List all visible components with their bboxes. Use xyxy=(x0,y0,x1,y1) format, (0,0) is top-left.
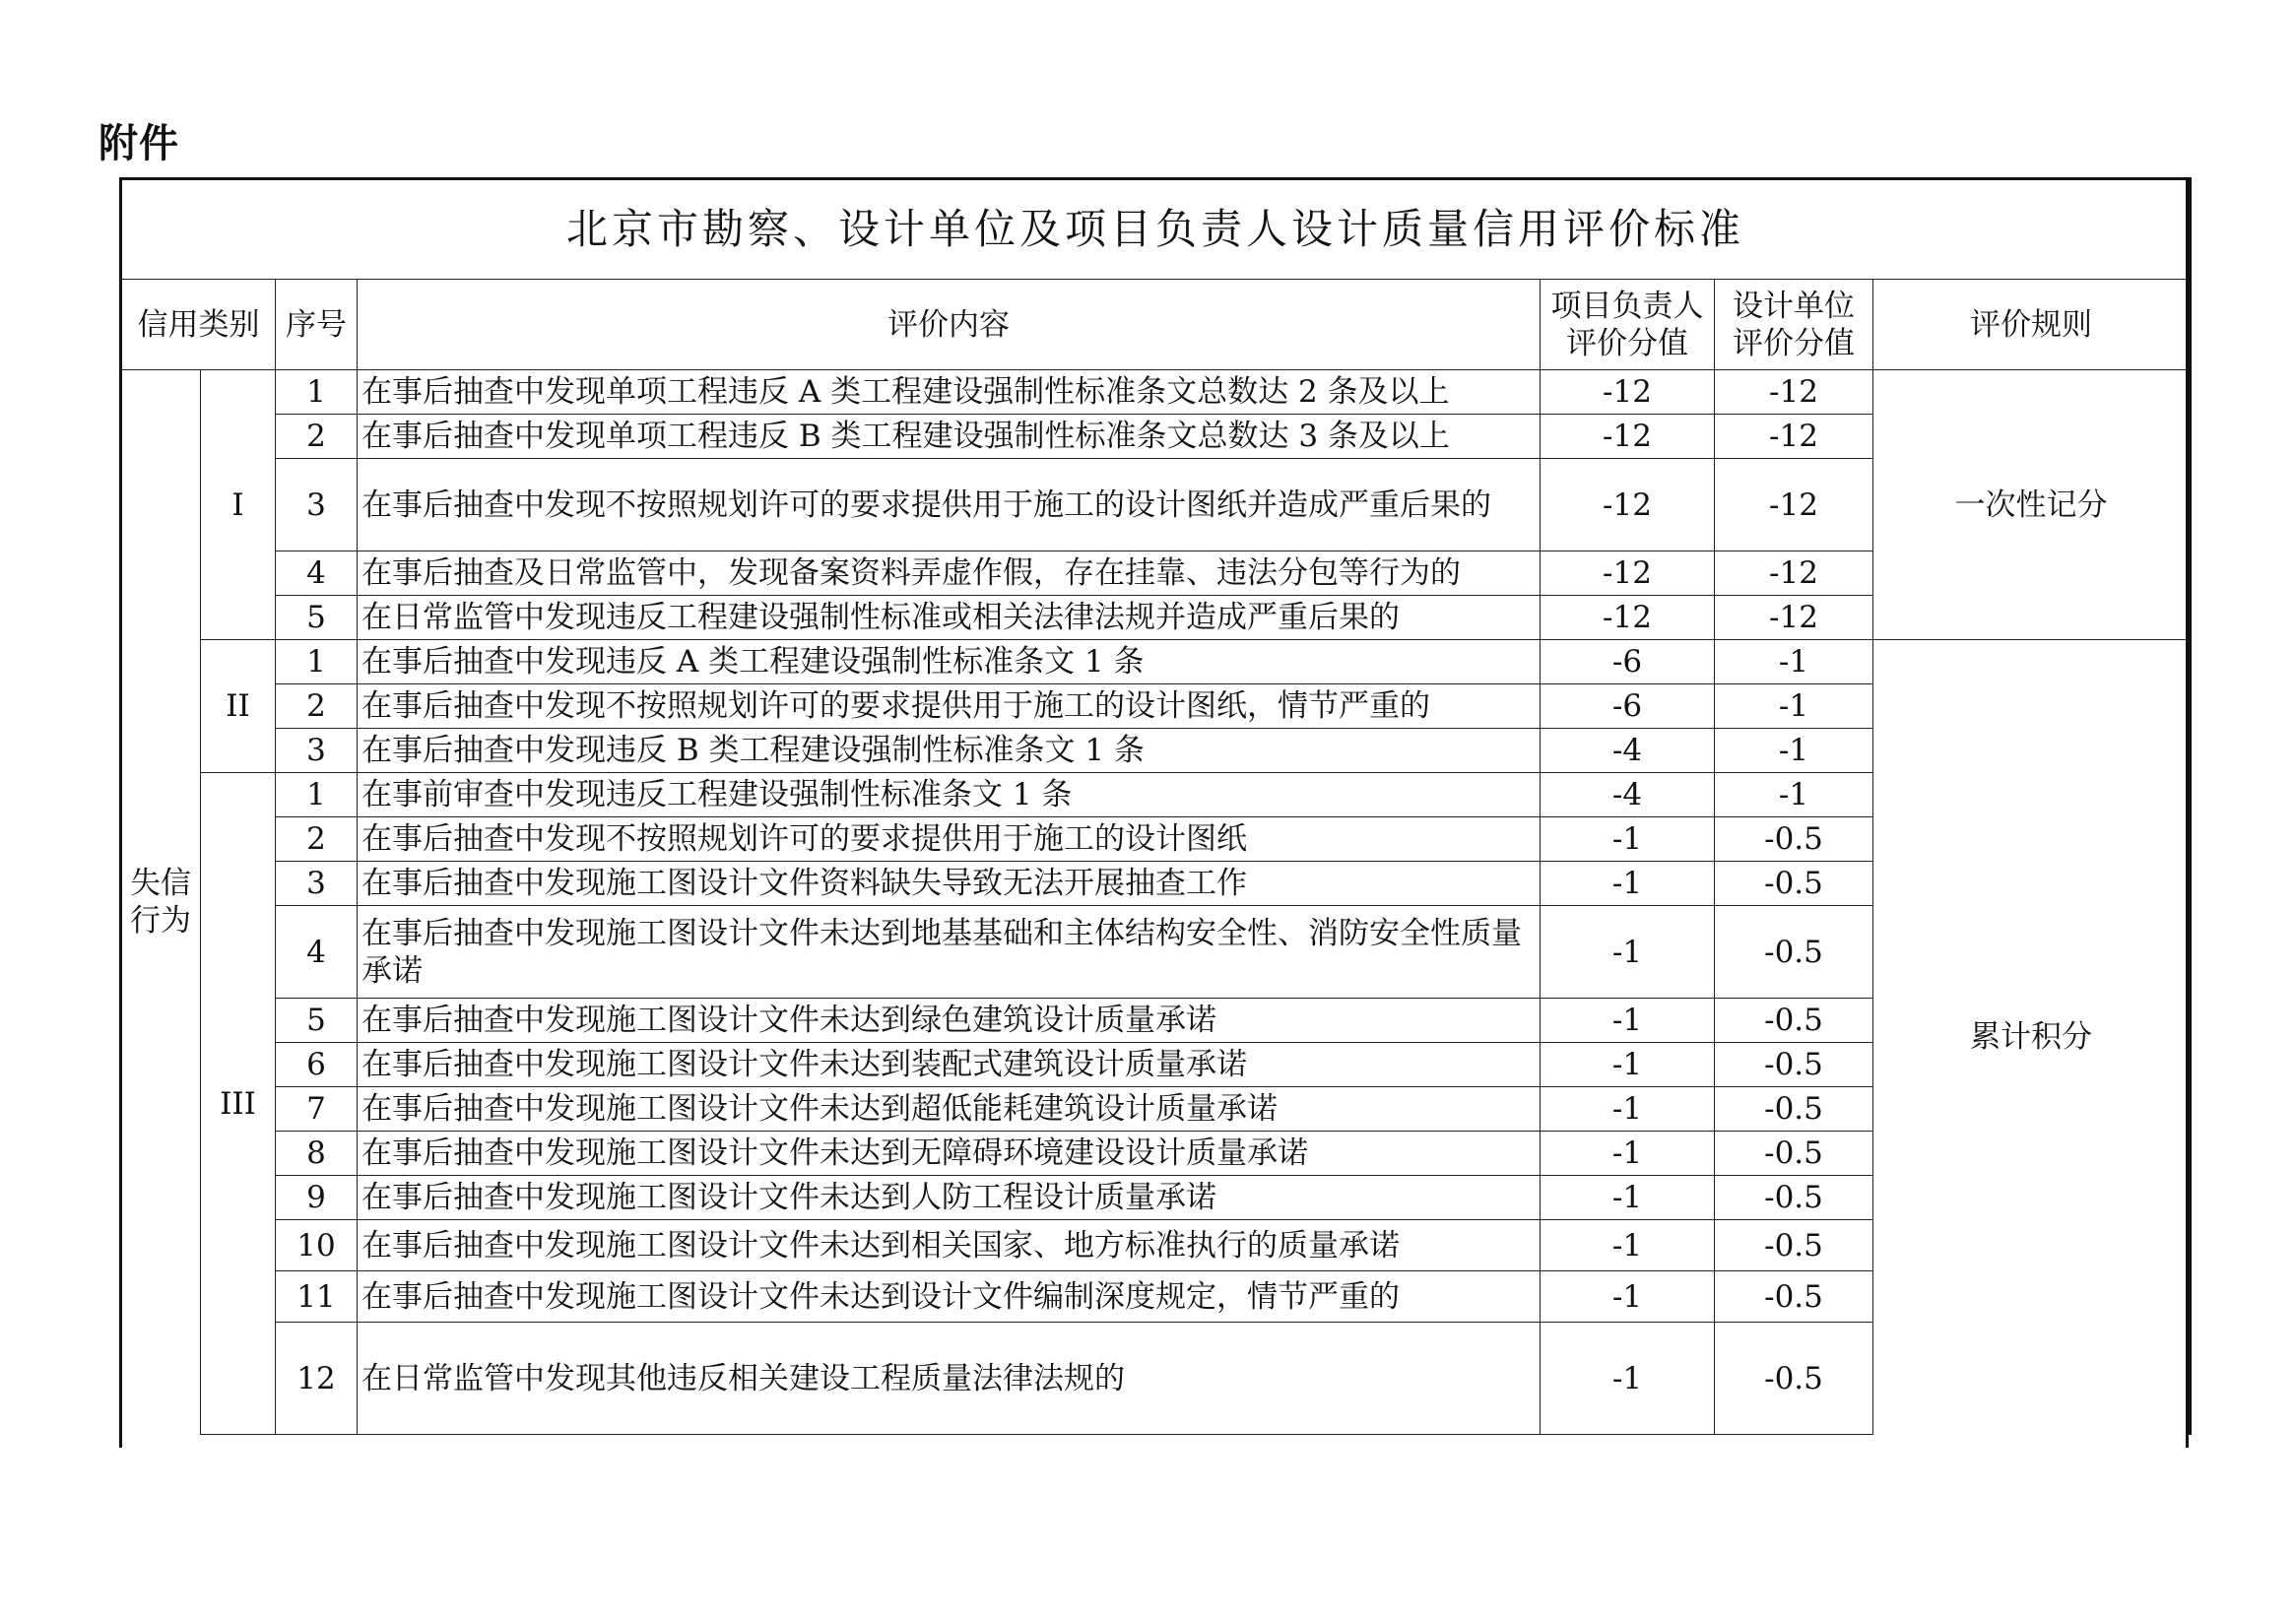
leader-score-cell: -1 xyxy=(1541,906,1715,999)
seq-cell: 11 xyxy=(276,1271,358,1323)
leader-score-cell: -1 xyxy=(1541,1271,1715,1323)
header-leader-score xyxy=(1541,280,1715,370)
unit-score-cell: -0.5 xyxy=(1715,1087,1873,1132)
seq-cell: 6 xyxy=(276,1043,358,1087)
content-cell: 在事后抽查及日常监管中，发现备案资料弄虚作假，存在挂靠、违法分包等行为的 xyxy=(358,551,1541,596)
level-III-cell: III xyxy=(201,773,276,1435)
header-unit-score-line2: 评价分值 xyxy=(1733,325,1855,361)
leader-score-cell: -12 xyxy=(1541,415,1715,459)
table-row xyxy=(121,370,2191,415)
unit-score-cell: -0.5 xyxy=(1715,1323,1873,1435)
unit-score-cell: -1 xyxy=(1715,773,1873,817)
unit-score-cell: -0.5 xyxy=(1715,999,1873,1043)
content-cell: 在事后抽查中发现施工图设计文件未达到绿色建筑设计质量承诺 xyxy=(358,999,1541,1043)
content-cell: 在事后抽查中发现不按照规划许可的要求提供用于施工的设计图纸 xyxy=(358,817,1541,862)
content-cell: 在事后抽查中发现施工图设计文件未达到装配式建筑设计质量承诺 xyxy=(358,1043,1541,1087)
seq-cell: 5 xyxy=(276,596,358,640)
seq-cell: 4 xyxy=(276,906,358,999)
unit-score-cell: -12 xyxy=(1715,551,1873,596)
leader-score-cell: -6 xyxy=(1541,684,1715,729)
leader-score-cell: -1 xyxy=(1541,1043,1715,1087)
category-line2: 行为 xyxy=(130,903,191,940)
content-cell: 在事后抽查中发现不按照规划许可的要求提供用于施工的设计图纸并造成严重后果的 xyxy=(358,459,1541,551)
content-cell: 在事后抽查中发现施工图设计文件未达到相关国家、地方标准执行的质量承诺 xyxy=(358,1220,1541,1271)
leader-score-cell: -1 xyxy=(1541,1220,1715,1271)
header-unit-score xyxy=(1715,280,1873,370)
content-cell: 在事后抽查中发现施工图设计文件未达到地基基础和主体结构安全性、消防安全性质量承诺 xyxy=(358,906,1541,999)
leader-score-cell: -1 xyxy=(1541,999,1715,1043)
seq-cell: 2 xyxy=(276,817,358,862)
leader-score-cell: -1 xyxy=(1541,1176,1715,1220)
leader-score-cell: -4 xyxy=(1541,773,1715,817)
leader-score-cell: -6 xyxy=(1541,640,1715,684)
unit-score-cell: -0.5 xyxy=(1715,817,1873,862)
content-cell: 在事后抽查中发现施工图设计文件未达到无障碍环境建设设计质量承诺 xyxy=(358,1132,1541,1176)
leader-score-cell: -1 xyxy=(1541,1087,1715,1132)
unit-score-cell: -1 xyxy=(1715,640,1873,684)
leader-score-cell: -1 xyxy=(1541,1132,1715,1176)
seq-cell: 4 xyxy=(276,551,358,596)
content-cell: 在事后抽查中发现单项工程违反 B 类工程建设强制性标准条文总数达 3 条及以上 xyxy=(358,415,1541,459)
seq-cell: 9 xyxy=(276,1176,358,1220)
seq-cell: 3 xyxy=(276,459,358,551)
leader-score-cell: -4 xyxy=(1541,729,1715,773)
seq-cell: 1 xyxy=(276,773,358,817)
seq-cell: 10 xyxy=(276,1220,358,1271)
header-leader-score-line1: 项目负责人 xyxy=(1550,288,1704,324)
seq-cell: 8 xyxy=(276,1132,358,1176)
unit-score-cell: -12 xyxy=(1715,415,1873,459)
unit-score-cell: -0.5 xyxy=(1715,1176,1873,1220)
leader-score-cell: -12 xyxy=(1541,370,1715,415)
leader-score-cell: -1 xyxy=(1541,817,1715,862)
category-cell xyxy=(121,370,201,1435)
table-title: 北京市勘察、设计单位及项目负责人设计质量信用评价标准 xyxy=(121,179,2191,280)
seq-cell: 12 xyxy=(276,1323,358,1435)
rule-one-time-cell: 一次性记分 xyxy=(1873,370,2191,640)
category-line1: 失信 xyxy=(130,866,191,902)
content-cell: 在事后抽查中发现施工图设计文件未达到超低能耗建筑设计质量承诺 xyxy=(358,1087,1541,1132)
seq-cell: 1 xyxy=(276,640,358,684)
unit-score-cell: -0.5 xyxy=(1715,1132,1873,1176)
seq-cell: 1 xyxy=(276,370,358,415)
rule-cumulative-cell: 累计积分 xyxy=(1873,640,2191,1435)
content-cell: 在事后抽查中发现施工图设计文件未达到设计文件编制深度规定，情节严重的 xyxy=(358,1271,1541,1323)
content-cell: 在日常监管中发现其他违反相关建设工程质量法律法规的 xyxy=(358,1323,1541,1435)
leader-score-cell: -1 xyxy=(1541,862,1715,906)
attachment-label: 附件 xyxy=(98,121,179,166)
content-cell: 在事后抽查中发现不按照规划许可的要求提供用于施工的设计图纸，情节严重的 xyxy=(358,684,1541,729)
leader-score-cell: -12 xyxy=(1541,551,1715,596)
leader-score-cell: -12 xyxy=(1541,459,1715,551)
content-cell: 在事后抽查中发现施工图设计文件未达到人防工程设计质量承诺 xyxy=(358,1176,1541,1220)
unit-score-cell: -1 xyxy=(1715,684,1873,729)
header-content: 评价内容 xyxy=(358,280,1541,370)
header-category: 信用类别 xyxy=(121,280,276,370)
content-cell: 在事后抽查中发现违反 A 类工程建设强制性标准条文 1 条 xyxy=(358,640,1541,684)
level-I-cell: I xyxy=(201,370,276,640)
unit-score-cell: -1 xyxy=(1715,729,1873,773)
unit-score-cell: -0.5 xyxy=(1715,862,1873,906)
header-seq: 序号 xyxy=(276,280,358,370)
level-II-cell: II xyxy=(201,640,276,773)
seq-cell: 2 xyxy=(276,684,358,729)
unit-score-cell: -12 xyxy=(1715,459,1873,551)
header-leader-score-line2: 评价分值 xyxy=(1566,325,1688,361)
unit-score-cell: -0.5 xyxy=(1715,906,1873,999)
credit-evaluation-table xyxy=(119,177,2192,1435)
seq-cell: 2 xyxy=(276,415,358,459)
table-row xyxy=(121,640,2191,684)
content-cell: 在事前审查中发现违反工程建设强制性标准条文 1 条 xyxy=(358,773,1541,817)
seq-cell: 3 xyxy=(276,862,358,906)
leader-score-cell: -12 xyxy=(1541,596,1715,640)
seq-cell: 3 xyxy=(276,729,358,773)
content-cell: 在事后抽查中发现施工图设计文件资料缺失导致无法开展抽查工作 xyxy=(358,862,1541,906)
content-cell: 在事后抽查中发现违反 B 类工程建设强制性标准条文 1 条 xyxy=(358,729,1541,773)
seq-cell: 7 xyxy=(276,1087,358,1132)
unit-score-cell: -0.5 xyxy=(1715,1271,1873,1323)
content-cell: 在日常监管中发现违反工程建设强制性标准或相关法律法规并造成严重后果的 xyxy=(358,596,1541,640)
unit-score-cell: -0.5 xyxy=(1715,1043,1873,1087)
unit-score-cell: -12 xyxy=(1715,370,1873,415)
content-cell: 在事后抽查中发现单项工程违反 A 类工程建设强制性标准条文总数达 2 条及以上 xyxy=(358,370,1541,415)
header-unit-score-line1: 设计单位 xyxy=(1733,288,1855,324)
header-rule: 评价规则 xyxy=(1873,280,2191,370)
unit-score-cell: -12 xyxy=(1715,596,1873,640)
seq-cell: 5 xyxy=(276,999,358,1043)
leader-score-cell: -1 xyxy=(1541,1323,1715,1435)
unit-score-cell: -0.5 xyxy=(1715,1220,1873,1271)
